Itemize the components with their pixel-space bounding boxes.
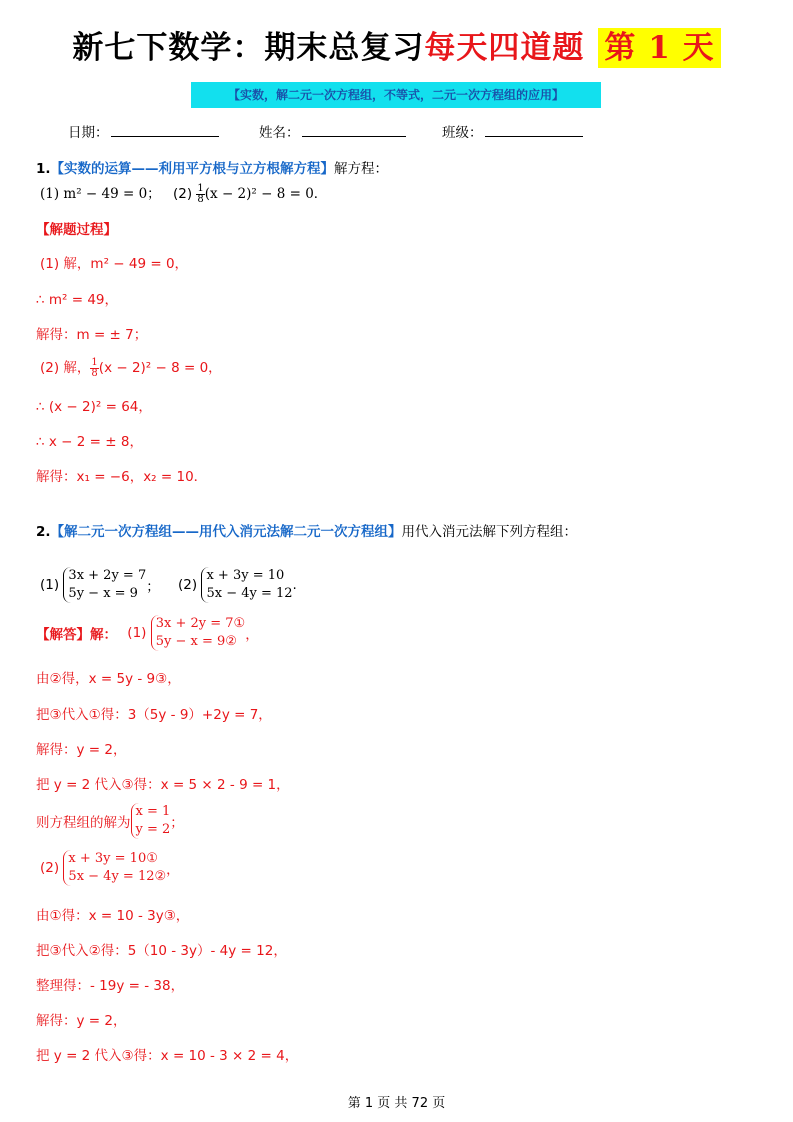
date-field xyxy=(68,121,219,141)
name-label: 姓名： xyxy=(259,125,300,141)
q2-part1-label: (1) xyxy=(40,577,60,593)
sol2-line-2: 把③代入①得：3（5y - 9）+2y = 7， xyxy=(36,707,272,723)
sol1-line-7: 解得：x₁ = −6，x₂ = 10． xyxy=(36,469,208,485)
sol2-line-8: 整理得：- 19y = - 38， xyxy=(36,978,185,994)
q1-part2-rest: (x − 2)² − 8 = 0． xyxy=(204,186,328,202)
equation: 5y − x = 9 xyxy=(68,586,138,601)
equation: y = 2 xyxy=(135,822,171,837)
sol2-line-4: 把 y = 2 代入③得：x = 5 × 2 - 9 = 1， xyxy=(36,777,290,793)
equation: 5x − 4y = 12 xyxy=(206,586,293,601)
sol2-solution-system xyxy=(131,803,171,839)
question-2-heading xyxy=(36,520,577,540)
title-main: 新七下数学：期末总复习 xyxy=(72,30,425,66)
sol1-line-6: ∴ x − 2 = ± 8， xyxy=(36,434,143,450)
question-tag: 【实数的运算——利用平方根与立方根解方程】 xyxy=(50,161,335,177)
q2-system-2 xyxy=(201,567,292,603)
class-field xyxy=(442,121,583,141)
sol2-system-a xyxy=(151,615,245,651)
title-highlight: 每天四道题 xyxy=(424,30,585,66)
sol2-line-5 xyxy=(36,803,184,839)
question-prompt: 解方程： xyxy=(334,161,389,177)
sol2-line-1: 由②得，x = 5y - 9③， xyxy=(36,671,181,687)
equation: x = 1 xyxy=(135,804,171,819)
sol2-line-10: 把 y = 2 代入③得：x = 10 - 3 × 2 = 4， xyxy=(36,1048,299,1064)
sol2-line-6: 由①得：x = 10 - 3y③， xyxy=(36,908,190,924)
sol2-line-3: 解得：y = 2， xyxy=(36,742,127,758)
sol2-system-b xyxy=(63,850,166,886)
question-tag: 【解二元一次方程组——用代入消元法解二元一次方程组】 xyxy=(50,524,402,540)
solution-2-header-line xyxy=(36,615,259,651)
fraction-denominator: 8 xyxy=(91,367,98,379)
q2-part2-label: (2) xyxy=(178,577,198,593)
equation: x + 3y = 10 xyxy=(206,568,285,583)
sol1-line-3: 解得：m = ± 7； xyxy=(36,327,148,343)
sol1-line-4-rest: (x − 2)² − 8 = 0， xyxy=(98,360,222,376)
equation: 5y − x = 9② xyxy=(155,634,237,649)
question-number: 2. xyxy=(36,524,51,540)
q2-system-1 xyxy=(63,567,146,603)
fraction-numerator: 1 xyxy=(91,356,98,368)
equation: 5x − 4y = 12② xyxy=(68,869,167,884)
sol1-line-4-prefix: (2) 解， xyxy=(40,360,91,376)
semicolon: ； xyxy=(170,815,184,831)
q1-part1: (1) m² − 49 = 0； xyxy=(40,186,161,202)
solution-2-header: 【解答】解： xyxy=(36,627,117,643)
sol1-line-5: ∴ (x − 2)² = 64， xyxy=(36,399,152,415)
name-field xyxy=(259,121,406,141)
title-day-badge: 第 1 天 xyxy=(598,28,720,68)
q1-fraction xyxy=(196,184,204,205)
q1-part2-label: (2) xyxy=(172,186,193,202)
class-blank xyxy=(485,123,583,137)
sol1-fraction xyxy=(90,358,98,379)
comma: ， xyxy=(166,862,180,878)
separator: ； xyxy=(146,579,160,595)
sol1-line-1: (1) 解，m² − 49 = 0， xyxy=(40,256,189,272)
sol1-line-2: ∴ m² = 49， xyxy=(36,292,119,308)
comma: ， xyxy=(245,627,259,643)
sol2-part-b-label: (2) xyxy=(40,860,60,876)
topic-banner: 【实数，解二元一次方程组，不等式，二元一次方程组的应用】 xyxy=(191,82,601,108)
sol1-line-4 xyxy=(40,356,222,379)
name-blank xyxy=(302,123,406,137)
question-1-heading xyxy=(36,157,388,177)
sol2-part-b xyxy=(40,850,180,886)
question-1-parts xyxy=(40,182,327,205)
period: . xyxy=(292,577,297,593)
fraction-denominator: 8 xyxy=(197,193,204,205)
page-title xyxy=(0,22,793,67)
class-label: 班级： xyxy=(442,125,483,141)
date-label: 日期： xyxy=(68,125,109,141)
equation: 3x + 2y = 7 xyxy=(68,568,147,583)
date-blank xyxy=(111,123,219,137)
sol2-line-9: 解得：y = 2， xyxy=(36,1013,127,1029)
solution-1-header: 【解题过程】 xyxy=(36,222,117,238)
question-2-parts xyxy=(40,567,297,603)
equation: x + 3y = 10① xyxy=(68,851,158,866)
sol2-line-7: 把③代入②得：5（10 - 3y）- 4y = 12， xyxy=(36,943,287,959)
question-number: 1. xyxy=(36,161,51,177)
page-number: 第 1 页 共 72 页 xyxy=(347,1096,446,1111)
sol2-part-a-label: (1) xyxy=(127,625,147,641)
equation: 3x + 2y = 7① xyxy=(155,616,246,631)
sol2-line-5-prefix: 则方程组的解为 xyxy=(36,815,131,831)
fraction-numerator: 1 xyxy=(197,182,204,194)
question-prompt: 用代入消元法解下列方程组： xyxy=(401,524,578,540)
